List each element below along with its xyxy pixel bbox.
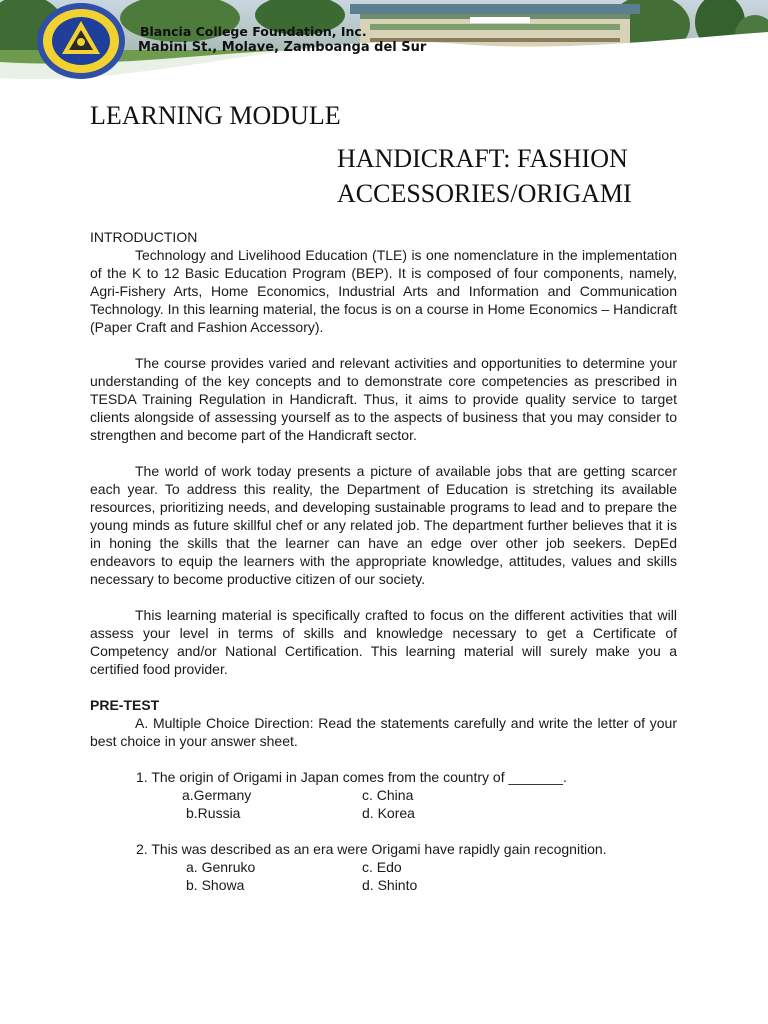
pretest-heading: PRE-TEST (90, 697, 160, 713)
school-name: Blancia College Foundation, Inc. (140, 24, 367, 39)
intro-paragraph: The world of work today presents a picture of available jobs that are getting scarcer each year. To address this reality, the Department of Education is stretching its available resources, prioritizing needs, and developing sustainable programs to lead and to prepare the young minds as future skillful chef or any related job. The department further believes that it is in honing the skills that the learner can have an edge over other job seekers. DepEd endeavors to equip the learners with the appropriate knowledge, attitudes, values and skills necessary to become productive citizen of our society. (90, 463, 677, 587)
option-d: d. Shinto (362, 877, 418, 893)
document-body (90, 228, 677, 894)
option-c: c. China (362, 787, 414, 803)
option-b: b. Showa (186, 877, 245, 893)
question-2-options (90, 858, 677, 894)
intro-paragraph: Technology and Livelihood Education (TLE) is one nomenclature in the implementation of the K to 12 Basic Education Program (BEP). It is composed of four components, namely, Agri-Fishery Arts, Home Economics, Industrial Arts and Information and Communication Technology. In this learning material, the focus is on a course in Home Economics – Handicraft (Paper Craft and Fashion Accessory). (90, 247, 677, 335)
introduction-heading: INTRODUCTION (90, 229, 198, 245)
question-1-options (90, 786, 677, 822)
option-c: c. Edo (362, 859, 402, 875)
option-a: a.Germany (182, 787, 252, 803)
question-1: 1. The origin of Origami in Japan comes from the country of _______. (136, 769, 567, 785)
module-title-line1: HANDICRAFT: FASHION (337, 144, 628, 173)
learning-module-label: LEARNING MODULE (90, 101, 341, 130)
option-d: d. Korea (362, 805, 415, 821)
school-address: Mabini St., Molave, Zamboanga del Sur (138, 40, 427, 55)
option-b: b.Russia (186, 805, 241, 821)
option-a: a. Genruko (186, 859, 256, 875)
intro-paragraph: This learning material is specifically crafted to focus on the different activities that will assess your level in terms of skills and knowledge necessary to get a Certificate of Competency and/or National Certification. This learning material will surely make you a certified food provider. (90, 607, 677, 677)
college-seal-logo (36, 2, 126, 80)
pretest-instructions: A. Multiple Choice Direction: Read the statements carefully and write the letter of your best choice in your answer sheet. (90, 715, 677, 749)
intro-paragraph: The course provides varied and relevant activities and opportunities to determine your understanding of the key concepts and to demonstrate core competencies as prescribed in TESDA Training Regulation in Handicraft. Thus, it aims to provide quality service to target clients alongside of assessing yourself as to the aspects of business that you may consider to strengthen and become part of the Handicraft sector. (90, 355, 677, 443)
question-2: 2. This was described as an era were Origami have rapidly gain recognition. (136, 841, 607, 857)
module-title (337, 141, 632, 211)
module-title-line2: ACCESSORIES/ORIGAMI (337, 179, 632, 208)
